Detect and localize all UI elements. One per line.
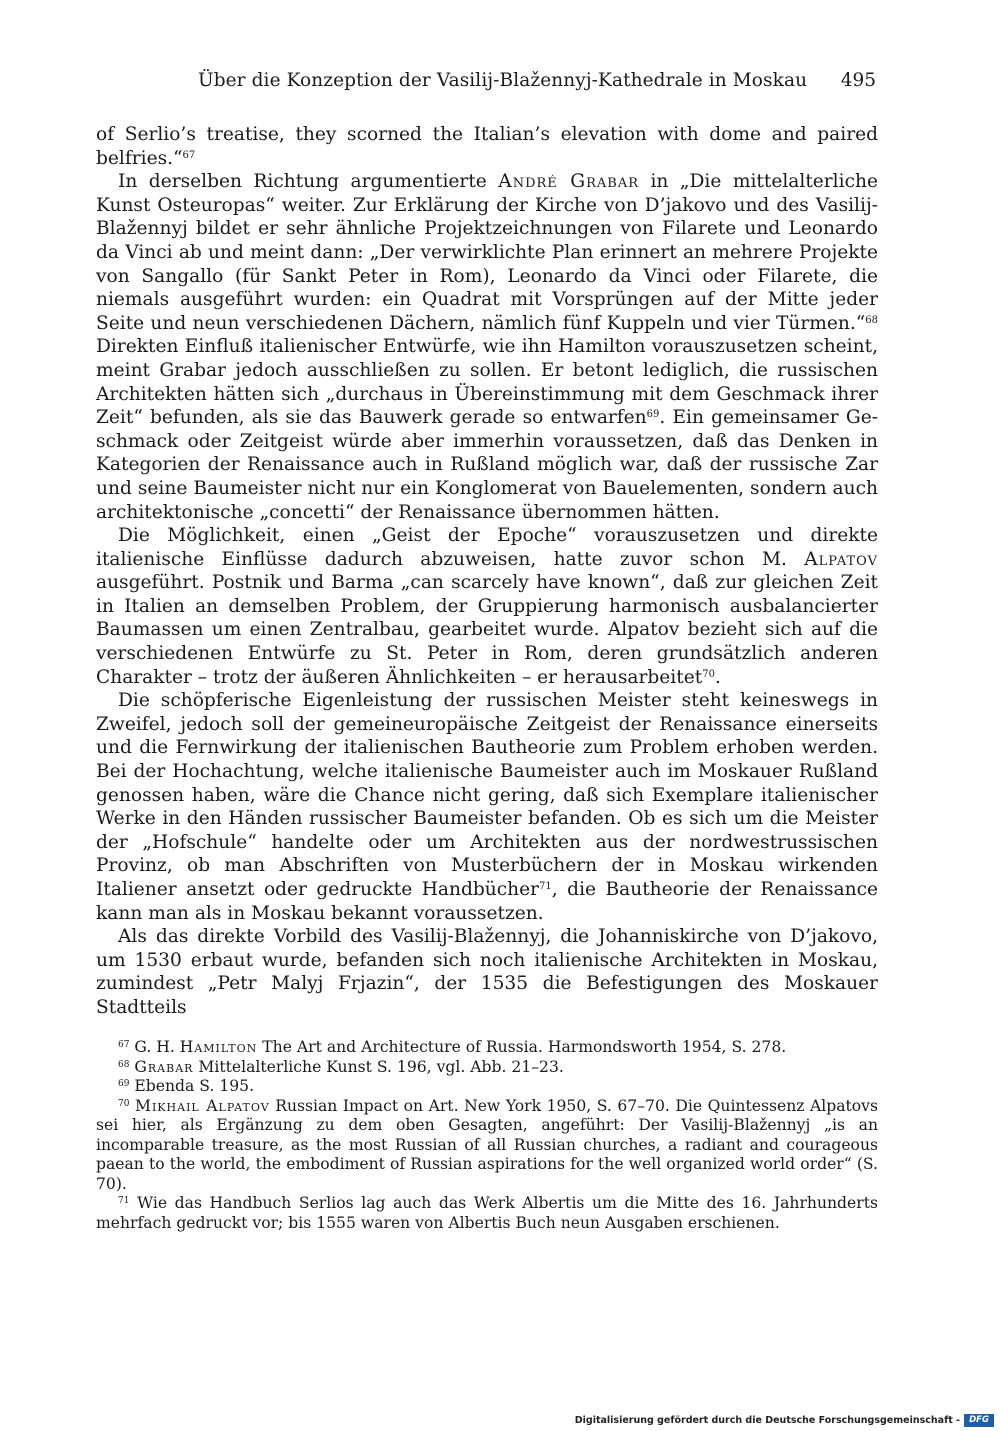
footnote-ref-71: 71: [539, 881, 552, 892]
footnote: $^{69}$ Ebenda S. 195.: [118, 1077, 255, 1095]
footnotes: [96, 1038, 878, 1233]
footnote: $^{71}$ Wie das Handbuch Serlios lag auch das Werk Albertis um die Mitte des 16. Jahrhunderts mehrfach gedruckt vor; bis 1555 waren von Albertis Buch neun Ausgaben erschienen.: [96, 1194, 878, 1232]
footnote: $^{70}$ Mikhail Alpatov Russian Impact on Art. New York 1950, S. 67–70. Die Quintessenz Alpatovs sei hier, als Ergänzung zu dem oben Gesagten, angeführt: Der Vasilij-Blažennyj „is an incomparable treasure, as the most Russian of all Russian churches, a radiant and courageous paean to the world, the embodiment of Russian aspirations for the well organized world order“ (S. 70).: [96, 1096, 878, 1193]
footnote-ref-67: 67: [182, 149, 196, 161]
paragraph-5: Als das direkte Vorbild des Vasilij-Blažennyj, die Johanniskirche von D’jakovo, um 1530 erbaut wurde, befanden sich noch italienische Architekten in Moskau, zumindest „Petr Malyj Frjazin“, der 1535 die Befestigungen des Moskauer Stadtteils: [96, 926, 878, 1018]
footnote: $^{67}$ G. H. Hamilton The Art and Architecture of Russia. Harmondsworth 1954, S. 278.: [118, 1038, 787, 1056]
author-name: André Grabar: [498, 171, 639, 193]
paragraph-4: Die schöpferische Eigenleistung der russischen Meister steht keineswegs in Zweifel, jedoch soll der gemeineuropäische Zeitgeist der Renaissance einerseits und die Fernwirkung der italienischen Bautheorie zum Problem erhoben werden. Bei der Hochachtung, welche italienische Baumeister auch im Moskauer Rußland genossen haben, wäre die Chance nicht gering, daß sich Exemplare italienischer Werke in den Händen russischer Baumeister befanden. Ob es sich um die Meister der „Hofschule“ handelte oder um Architekten aus der nordwestrussischen Provinz, ob man Abschriften von Musterbüchern der in Moskau wirkenden Italiener ansetzt oder gedruckte Handbücher$^{71}$, die Bautheorie der Renaissance kann man als in Moskau bekannt voraussetzen.: [96, 690, 878, 924]
footnote-ref-70: 70: [702, 668, 715, 680]
credit-text: Digitalisierung gefördert durch die Deutsche Forschungsgemeinschaft -: [574, 1414, 960, 1426]
running-header: [120, 70, 878, 100]
main-text: [96, 123, 878, 1020]
paragraph-2: In derselben Richtung argumentierte André Grabar in „Die mittelalterliche Kunst Osteuropas“ weiter. Zur Erklärung der Kirche von D’jakovo und des Vasilij-Blažennyj bildet er sehr ähnliche Projektzeichnungen von Filarete und Leonardo da Vinci ab und meint dann: „Der verwirklichte Plan erinnert an mehrere Projekte von Sangallo (für Sankt Peter in Rom), Leonardo da Vinci oder Filarete, die niemals ausgeführt wurden: ein Quadrat mit Vorsprüngen auf der Mitte jeder Seite und neun verschiedenen Dächern, nämlich fünf Kuppeln und vier Türmen.“$^{68}$ Direkten Einfluß italienischer Entwürfe, wie ihn Hamilton vorauszusetzen scheint, meint Grabar jedoch ausschließen zu sollen. Er betont lediglich, die russischen Architekten hätten sich „durchaus in Übereinstimmung mit dem Geschmack ihrer Zeit“ befunden, als sie das Bauwerk gerade so entwarfen$^{69}$. Ein gemeinsamer Geschmack oder Zeitgeist würde aber immerhin voraussetzen, daß das Denken in Kategorien der Renaissance auch in Rußland möglich war, daß der russische Zar und seine Baumeister nicht nur ein Konglomerat von Bauelementen, sondern auch architektonische „concetti“ der Renaissance übernommen hätten.: [96, 171, 878, 523]
footnote-ref-69: 69: [646, 409, 660, 421]
author-name: Alpatov: [804, 548, 878, 570]
paragraph-1: of Serlio’s treatise, they scorned the Italian’s elevation with dome and paired belfries.“$^{67}$: [96, 124, 878, 169]
digitization-credit: [575, 1413, 994, 1427]
footnote: $^{68}$ Grabar Mittelalterliche Kunst S. 196, vgl. Abb. 21–23.: [118, 1057, 564, 1076]
running-title: Über die Konzeption der Vasilij-Blažennyj-Kathedrale in Moskau: [198, 70, 808, 91]
dfg-logo: DFG: [964, 1414, 994, 1427]
paragraph-3: Die Möglichkeit, einen „Geist der Epoche“ vorauszusetzen und direkte italienische Einflüsse dadurch abzuweisen, hatte zuvor schon M. Alpatov ausgeführt. Postnik und Barma „can scarcely have known“, daß zur gleichen Zeit in Italien an demselben Problem, der Gruppierung harmonisch ausbalancierter Baumassen um einen Zentralbau, gearbeitet wurde. Alpatov bezieht sich auf die verschiedenen Entwürfe zu St. Peter in Rom, deren grundsätzlich anderen Charakter – trotz der äußeren Ähnlichkeiten – er herausarbeitet$^{70}$.: [96, 525, 878, 688]
footnote-ref-68: 68: [865, 314, 878, 326]
page-number: 495: [840, 70, 876, 91]
